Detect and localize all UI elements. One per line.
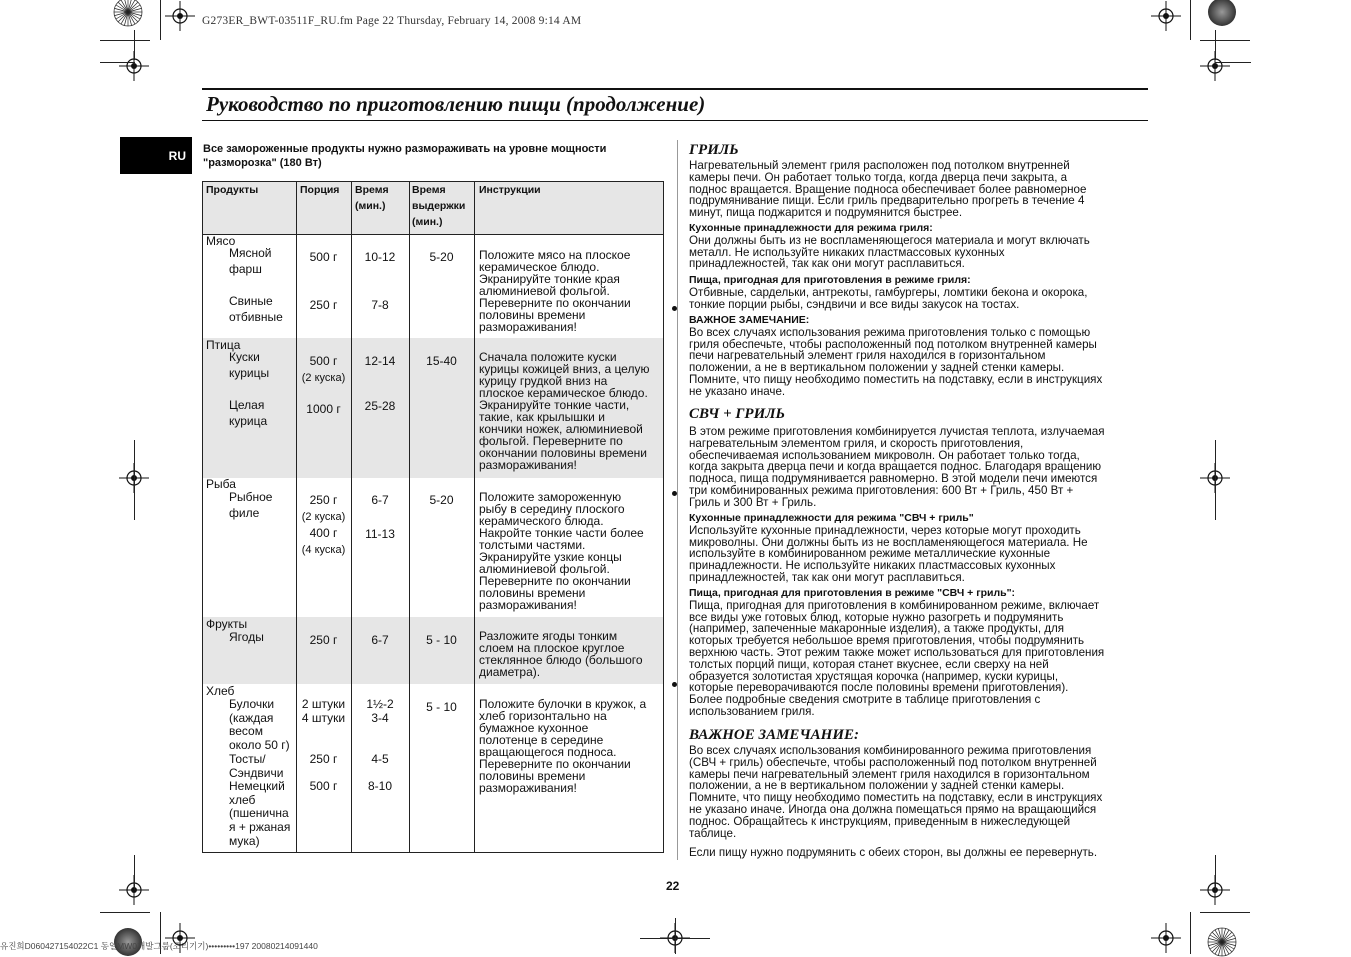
header-instructions: Инструкции bbox=[479, 184, 541, 196]
crop-mark bbox=[1215, 440, 1216, 520]
portion: 500 г bbox=[309, 779, 338, 793]
product-name: Ягоды bbox=[229, 630, 264, 644]
instructions-fruit: Разложите ягоды тонким слоем на плоское круглое стеклянное блюдо (большого диаметра). bbox=[479, 629, 643, 679]
time: 6-7 bbox=[371, 633, 389, 647]
grey-registration-disc-icon bbox=[1207, 0, 1237, 27]
grill-note: ВАЖНОЕ ЗАМЕЧАНИЕ: Во всех случаях использования режима приготовления только с помощью гриля обеспечьте, чтобы расположенный под потолком внутренней камеры печи нагревательный элемент гриля находился в горизонтальном положении, а не в вертикальном положении у задней стенки камеры. Помните, что пищу необходимо поместить на подставку, если в инструкциях не указано иначе. bbox=[689, 314, 1103, 398]
time: 12-14 bbox=[364, 354, 396, 368]
crop-mark bbox=[100, 62, 135, 63]
footer-print-line: 유진희D060427154022C1 동일MW0개발그룹(조리기기)•••••••••197 20080214091440 bbox=[0, 941, 318, 951]
product-name: Целая курица bbox=[229, 398, 268, 428]
intro-text: Все замороженные продукты нужно размораживать на уровне мощности "разморозка" (180 Вт) bbox=[203, 143, 607, 169]
header-product: Продукты bbox=[206, 184, 259, 196]
portion: 250 г bbox=[309, 633, 338, 647]
file-header: G273ER_BWT-03511F_RU.fm Page 22 Thursday, February 14, 2008 9:14 AM bbox=[202, 15, 582, 27]
category-bread: Хлеб bbox=[206, 684, 235, 698]
registration-crosshair-icon bbox=[1151, 923, 1181, 953]
margin-bullet bbox=[672, 682, 677, 687]
portion: 250 г (2 куска) 400 г (4 куска) bbox=[301, 493, 346, 557]
product-name: Булочки (каждая весом около 50 г) bbox=[229, 697, 290, 753]
grill-heading: ГРИЛЬ bbox=[689, 142, 739, 158]
combi-food: Пища, пригодная для приготовления в режиме "СВЧ + гриль": Пища, пригодная для приготовления в комбинированном режиме, включает все виды уже готовых блюд, которые нужно разогреть и подрумянить (например, запеченные макаронные изделия), а также продукты, для которых требуется небольшое время приготовления, чтобы подрумянить верхнюю часть. Этот режим также может использоваться для приготовления толстых порций пищи, которая станет вкуснее, если сверху на ней образуется золотистая хрустящая корочка (например, куски курицы, которые переворачиваются после половины времени приготовления). Более подробные сведения смотрите в таблице приготовления с использованием гриля. bbox=[689, 587, 1105, 718]
standing-time: 5 - 10 bbox=[426, 700, 457, 714]
important-note-text: Во всех случаях использования комбинированного режима приготовления (СВЧ + гриль) обеспечьте, чтобы расположенный под потолком внутренней камеры печи нагревательный элемент гриля находился в горизонтальном положении, а не в вертикальном положении у задней стенки камеры. Помните, что пищу необходимо поместить на подставку, если в инструкциях не указано иначе. Иногда она должна помещаться прямо на вращающийся поднос. Обращайтесь к инструкциям, приведенным в нижеследующей таблице. bbox=[689, 744, 1103, 840]
header-time: Время (мин.) bbox=[355, 184, 389, 212]
crop-mark bbox=[1215, 30, 1216, 60]
product-name: Немецкий хлеб (пшенична я + ржаная мука) bbox=[229, 779, 291, 848]
combi-heading: СВЧ + ГРИЛЬ bbox=[689, 406, 786, 422]
crop-mark bbox=[1215, 855, 1216, 890]
defrost-table bbox=[202, 181, 664, 853]
combi-text: В этом режиме приготовления комбинируется лучистая теплота, излучаемая нагревательным элементом гриля, и скорость приготовления, обеспечиваемая использованием микроволн. Он работает только тогда, когда закрыта дверца печи и когда вращается поднос. Благодаря вращению подноса, пища подрумянивается равномерно. В этой модели печи имеются три комбинированных режима приготовления: 600 Вт + Гриль, 450 Вт + Гриль и 300 Вт + Гриль. bbox=[689, 425, 1105, 509]
crop-mark bbox=[675, 918, 676, 954]
combi-utensils: Кухонные принадлежности для режима "СВЧ + гриль" Используйте кухонные принадлежности, через которые могут проходить микроволны. Они должны быть из не воспламеняющегося материала. Не используйте в комбинированном режиме металлические кухонные принадлежности. Не используйте никаких пластмассовых кухонных принадлежностей, так как они могут расплавиться. bbox=[689, 512, 1088, 584]
standing-time: 5-20 bbox=[429, 493, 454, 507]
header-portion: Порция bbox=[300, 184, 340, 196]
crop-mark bbox=[100, 40, 150, 41]
instructions-fish: Положите замороженную рыбу в середину плоского керамического блюда. Накройте тонкие части более толстыми частями. Экранируйте узкие концы алюминиевой фольгой. Переверните по окончании половины времени размораживания! bbox=[479, 490, 644, 612]
page-title: Руководство по приготовлению пищи (продолжение) bbox=[206, 92, 706, 116]
time: 6-7 11-13 bbox=[365, 493, 395, 541]
important-note-heading: ВАЖНОЕ ЗАМЕЧАНИЕ: bbox=[689, 727, 860, 743]
page-number: 22 bbox=[666, 879, 680, 893]
registration-crosshair-icon bbox=[1151, 1, 1181, 31]
time: 8-10 bbox=[367, 779, 393, 793]
crop-mark bbox=[1200, 40, 1250, 41]
portion: 2 штуки 4 штуки bbox=[301, 697, 346, 725]
color-rosette-icon bbox=[113, 0, 143, 27]
grill-text: Нагревательный элемент гриля расположен под потолком внутренней камеры печи. Он работает только тогда, когда дверца печи закрыта, а поднос вращается. Вращение подноса обеспечивает более равномерное подрумянивание пищи. Если гриль предварительно прогреть в течение 4 минут, пища поджарится и подрумянится быстрее. bbox=[689, 159, 1087, 220]
category-poultry: Птица bbox=[206, 338, 241, 352]
crop-mark bbox=[160, 0, 161, 40]
category-meat: Мясо bbox=[206, 234, 236, 248]
grill-utensils: Кухонные принадлежности для режима гриля: Они должны быть из не воспламеняющегося материала и могут включать металл. Не используйте никаких пластмассовых кухонных принадлежностей, так как они могут расплавиться. bbox=[689, 222, 1090, 271]
title-rule-bottom bbox=[202, 120, 1148, 121]
time: 1½-2 3-4 bbox=[366, 697, 394, 725]
product-name: Мясной фарш bbox=[229, 246, 272, 276]
crop-mark bbox=[1190, 912, 1191, 954]
product-name: Рыбное филе bbox=[229, 490, 273, 520]
time: 25-28 bbox=[364, 399, 396, 413]
instructions-meat: Положите мясо на плоское керамическое блюдо. Экранируйте тонкие края алюминиевой фольгой. Переверните по окончании половины времени размораживания! bbox=[479, 248, 631, 334]
crop-mark bbox=[134, 440, 135, 520]
time: 7-8 bbox=[371, 298, 389, 312]
margin-bullet bbox=[672, 306, 677, 311]
product-name: Тосты/ Сэндвичи bbox=[229, 752, 284, 780]
crop-mark bbox=[1190, 0, 1191, 40]
instructions-bread: Положите булочки в кружок, а хлеб горизонтально на бумажное кухонное полотенце в середине вращающегося подноса. Переверните по окончании половины времени размораживания! bbox=[479, 697, 647, 795]
crop-mark bbox=[100, 912, 150, 913]
product-name: Куски курицы bbox=[229, 350, 270, 380]
standing-time: 15-40 bbox=[426, 354, 457, 368]
margin-bullet bbox=[672, 491, 677, 496]
standing-time: 5 - 10 bbox=[426, 633, 457, 647]
crop-mark bbox=[134, 855, 135, 890]
crop-mark bbox=[1215, 62, 1251, 63]
crop-mark bbox=[134, 30, 135, 60]
instructions-poultry: Сначала положите куски курицы кожицей вниз, а целую курицу грудкой вниз на плоское керамическое блюдо. Экранируйте тонкие части, такие, как крылышки и кончики ножек, алюминиевой фольгой. Переверните по окончании половины времени размораживания! bbox=[479, 350, 650, 472]
time: 4-5 bbox=[371, 752, 389, 766]
registration-crosshair-icon bbox=[165, 1, 195, 31]
category-fish: Рыба bbox=[206, 477, 236, 491]
portion: 1000 г bbox=[306, 402, 341, 416]
title-rule-top bbox=[202, 88, 1148, 90]
language-tab: RU bbox=[120, 137, 192, 174]
turn-over-note: Если пищу нужно подрумянить с обеих сторон, вы должны ее перевернуть. bbox=[689, 846, 1098, 859]
header-standing-time: Время выдержки (мин.) bbox=[412, 184, 466, 228]
color-rosette-icon bbox=[1207, 927, 1237, 957]
standing-time: 5-20 bbox=[429, 250, 454, 264]
crop-mark bbox=[1200, 912, 1250, 913]
product-name: Свиные отбивные bbox=[229, 294, 283, 324]
portion: 500 г bbox=[309, 250, 338, 264]
portion: 250 г bbox=[309, 752, 338, 766]
column-divider bbox=[677, 140, 678, 860]
time: 10-12 bbox=[364, 250, 396, 264]
portion: 500 г (2 куска) bbox=[301, 354, 346, 384]
grill-food: Пища, пригодная для приготовления в режиме гриля: Отбивные, сардельки, антрекоты, гамбургеры, ломтики бекона и окорока, тонкие порции рыбы, сэндвичи и все виды закусок на тостах. bbox=[689, 274, 1088, 311]
portion: 250 г bbox=[309, 298, 338, 312]
category-fruit: Фрукты bbox=[206, 617, 248, 631]
